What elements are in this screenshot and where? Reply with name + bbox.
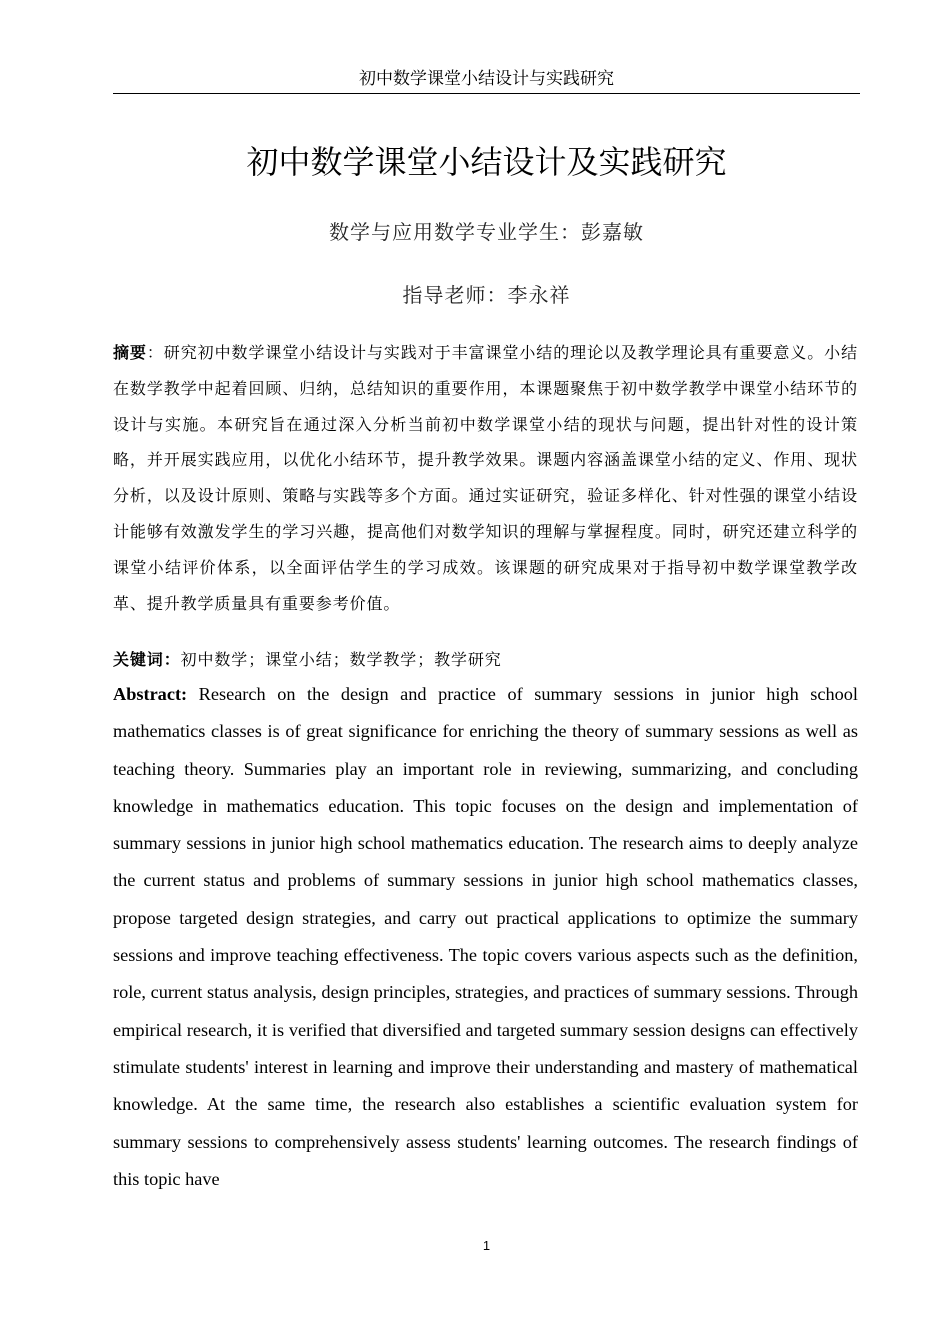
chinese-abstract — [113, 335, 858, 621]
english-abstract-label: Abstract: — [113, 684, 188, 704]
english-abstract-text: Research on the design and practice of summary sessions in junior high school mathematics classes is of great significance for enriching the theory of summary sessions as well as teaching theory. Summaries play an important role in reviewing, summarizing, and concluding knowledge in mathematics education. This topic focuses on the design and implementation of summary sessions in junior high school mathematics education. The research aims to deeply analyze the current status and problems of summary sessions in junior high school mathematics classes, propose targeted design strategies, and carry out practical applications to optimize the summary sessions and improve teaching effectiveness. The topic covers various aspects such as the definition, role, current status analysis, design principles, strategies, and practices of summary sessions. Through empirical research, it is verified that diversified and targeted summary session designs can effectively stimulate students' interest in learning and improve their understanding and mastery of mathematical knowledge. At the same time, the research also establishes a scientific evaluation system for summary sessions to comprehensively assess students' learning outcomes. The research findings of this topic have — [113, 684, 858, 1189]
running-header: 初中数学课堂小结设计与实践研究 — [113, 68, 860, 94]
paper-title: 初中数学课堂小结设计及实践研究 — [246, 143, 727, 181]
author-line: 数学与应用数学专业学生：彭嘉敏 — [329, 220, 644, 244]
chinese-keywords-text: 初中数学；课堂小结；数学教学；教学研究 — [180, 650, 502, 669]
chinese-keywords — [113, 646, 858, 674]
chinese-abstract-label: 摘要 — [113, 343, 147, 362]
advisor-line: 指导老师：李永祥 — [402, 283, 571, 307]
page-number: 1 — [482, 1238, 491, 1253]
chinese-abstract-text: ：研究初中数学课堂小结设计与实践对于丰富课堂小结的理论以及教学理论具有重要意义。小结在数学教学中起着回顾、归纳，总结知识的重要作用，本课题聚焦于初中数学教学中课堂小结环节的设计与实施。本研究旨在通过深入分析当前初中数学课堂小结的现状与问题，提出针对性的设计策略，并开展实践应用，以优化小结环节，提升教学效果。课题内容涵盖课堂小结的定义、作用、现状分析，以及设计原则、策略与实践等多个方面。通过实证研究，验证多样化、针对性强的课堂小结设计能够有效激发学生的学习兴趣，提高他们对数学知识的理解与掌握程度。同时，研究还建立科学的课堂小结评价体系，以全面评估学生的学习成效。该课题的研究成果对于指导初中数学课堂教学改革、提升教学质量具有重要参考价值。 — [113, 343, 858, 613]
chinese-keywords-label: 关键词： — [113, 650, 181, 669]
english-abstract — [113, 676, 858, 1198]
